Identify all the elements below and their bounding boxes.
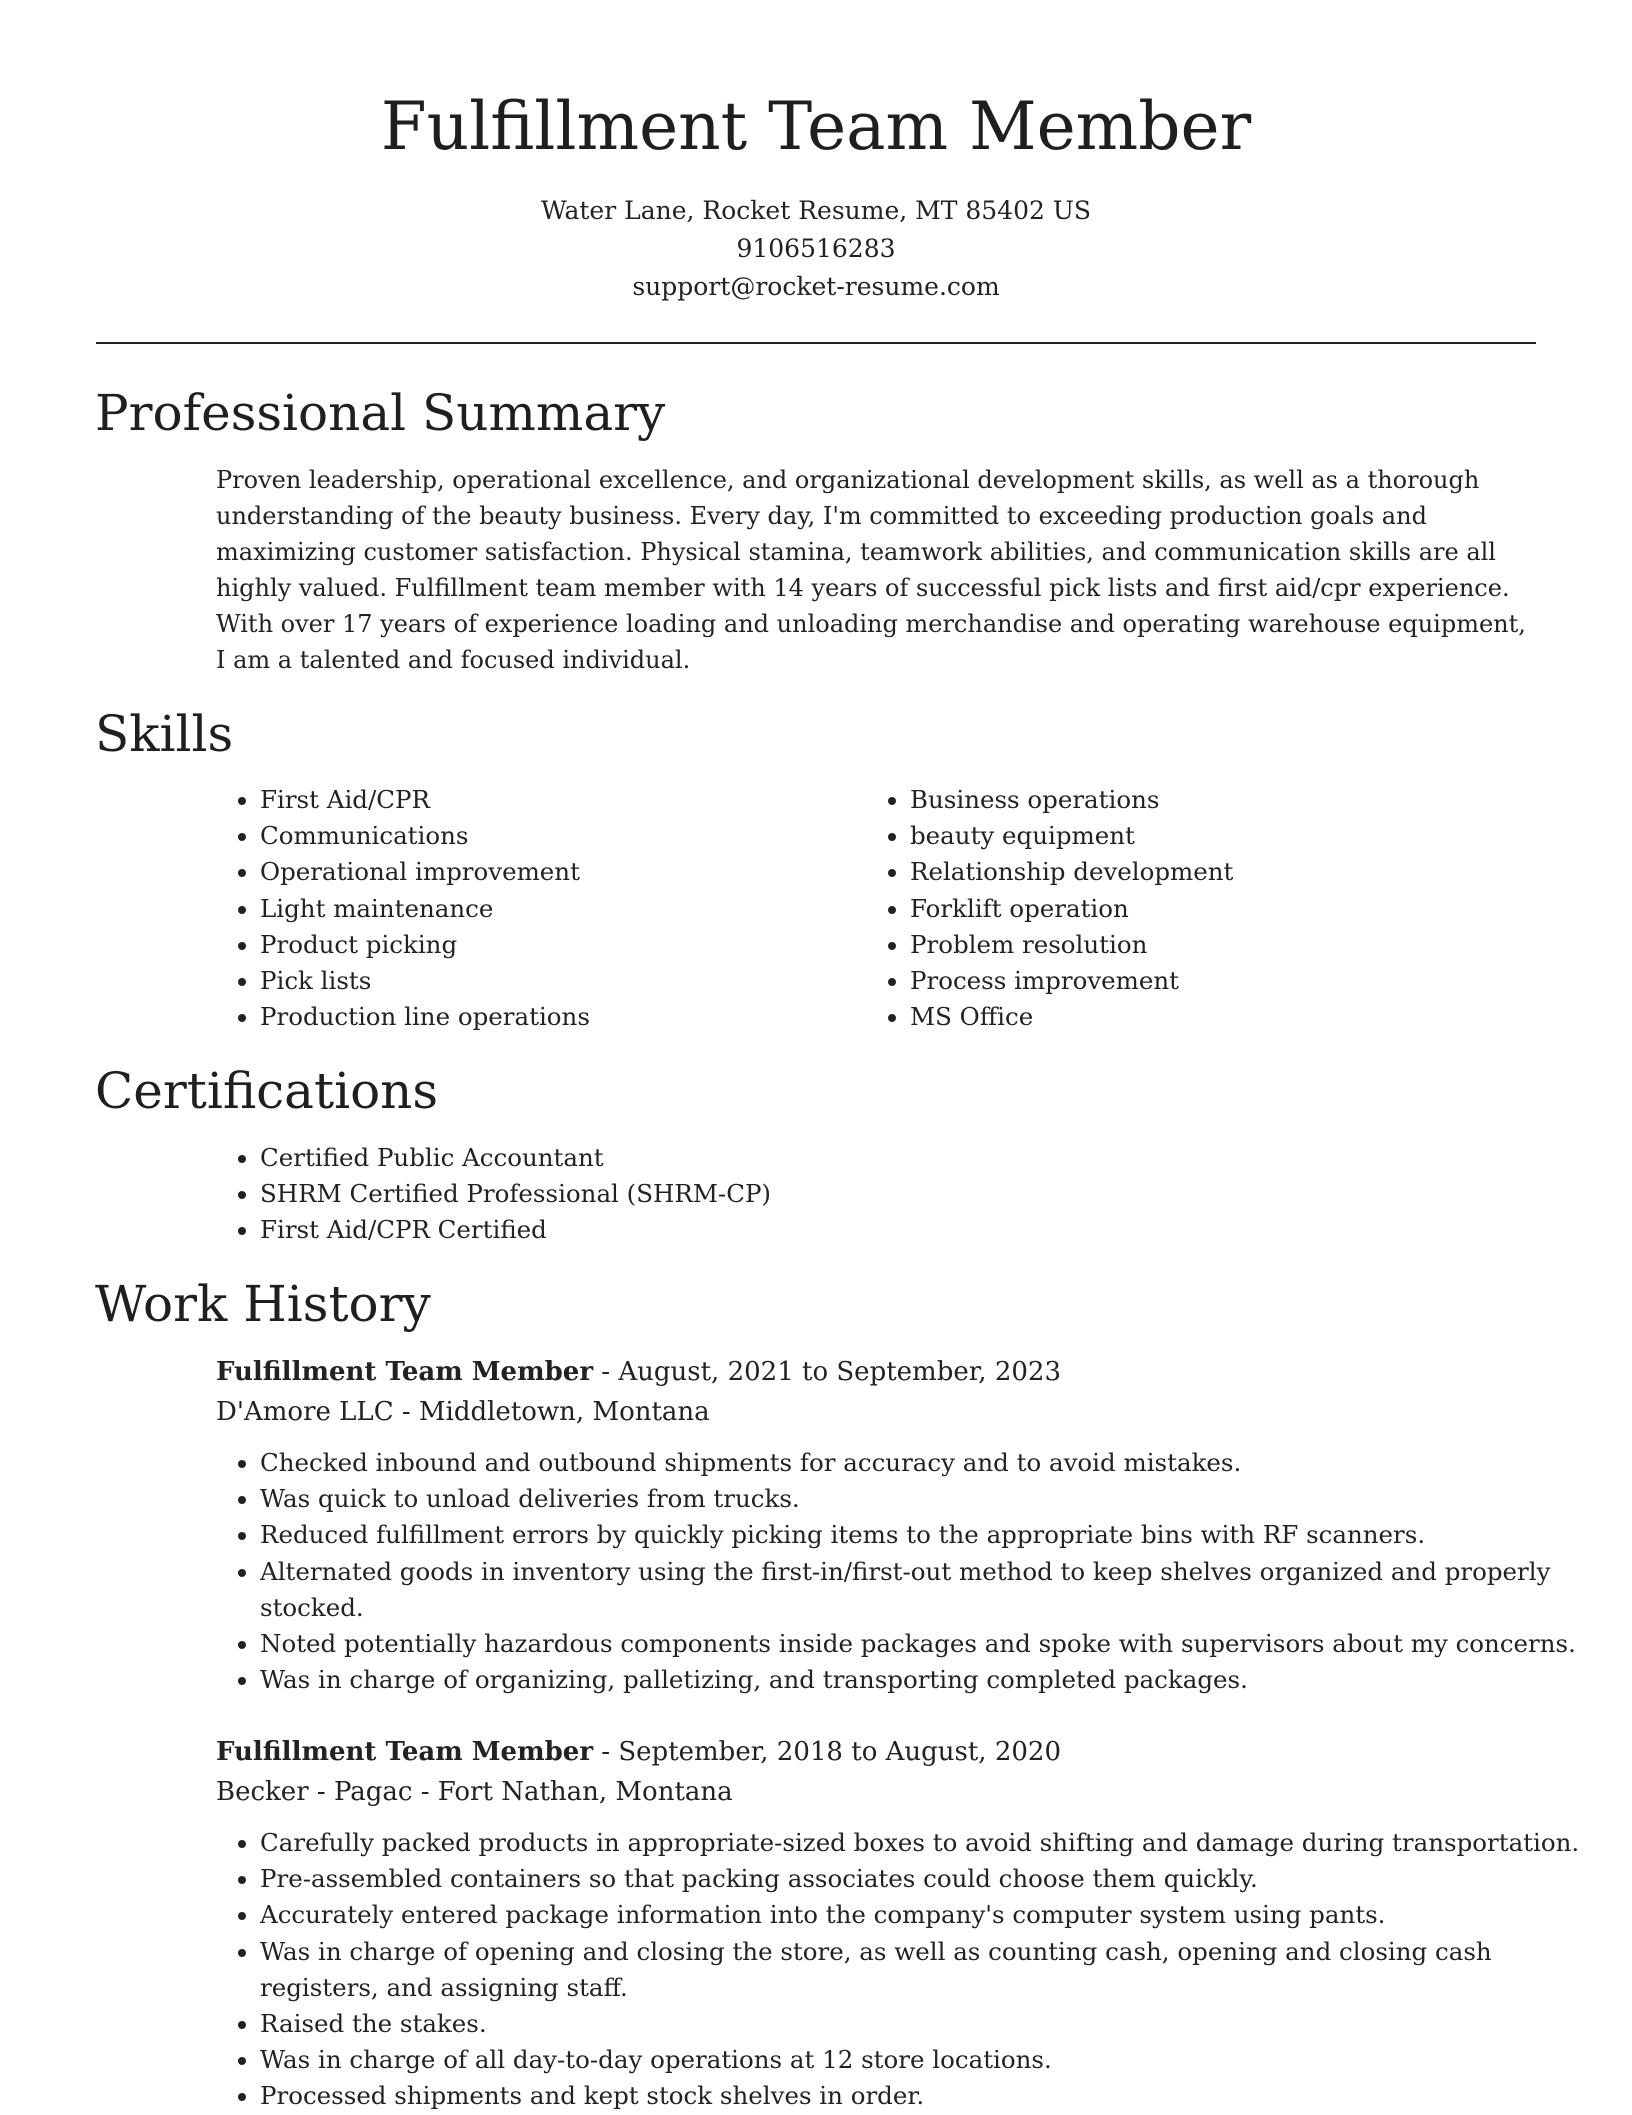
- section-heading-certifications: Certifications: [95, 1062, 439, 1120]
- section-heading-work-history: Work History: [95, 1275, 431, 1333]
- skill-item: • Light maintenance: [260, 891, 820, 927]
- skill-item: • Business operations: [910, 782, 1550, 818]
- skill-item: • Process improvement: [910, 963, 1550, 999]
- skills-list-right: [866, 782, 1550, 1035]
- job-bullet: • Was in charge of organizing, palletizing, and transporting completed packages.: [260, 1662, 1580, 1698]
- job-bullet: • Checked inbound and outbound shipments for accuracy and to avoid mistakes.: [260, 1445, 1580, 1481]
- contact-phone: 9106516283: [736, 234, 896, 263]
- job-bullet: • Noted potentially hazardous components inside packages and spoke with supervisors about my concerns.: [260, 1626, 1580, 1662]
- job-role: Fulfillment Team Member: [216, 1737, 594, 1767]
- skills-list-left: [216, 782, 820, 1035]
- contact-address: Water Lane, Rocket Resume, MT 85402 US: [540, 196, 1092, 225]
- skill-item: • Pick lists: [260, 963, 820, 999]
- certifications-list: [216, 1140, 1560, 1249]
- job-title-line: [216, 1732, 1061, 1772]
- skill-item: • First Aid/CPR: [260, 782, 820, 818]
- skill-item: • Relationship development: [910, 854, 1550, 890]
- summary-text: Proven leadership, operational excellence, and organizational development skills, as well as a thorough understanding of the beauty business. Every day, I'm committed to exceeding production goals and maximizing customer satisfaction. Physical stamina, teamwork abilities, and communication skills are all highly valued. Fulfillment team member with 14 years of successful pick lists and first aid/cpr experience. With over 17 years of experience loading and unloading merchandise and operating warehouse equipment, I am a talented and focused individual.: [216, 466, 1526, 674]
- job-bullets: [216, 1445, 1580, 1698]
- section-heading-skills: Skills: [95, 705, 234, 763]
- job-company: D'Amore LLC - Middletown, Montana: [216, 1397, 710, 1427]
- job-bullet: • Alternated goods in inventory using the first-in/first-out method to keep shelves organized and properly stocked.: [260, 1554, 1580, 1626]
- job-bullet: • Was quick to unload deliveries from trucks.: [260, 1481, 1580, 1517]
- job-bullet: • Carefully packed products in appropriate-sized boxes to avoid shifting and damage during transportation.: [260, 1825, 1580, 1861]
- contact-block: [0, 192, 1632, 306]
- skill-item: • Production line operations: [260, 999, 820, 1035]
- skill-item: • beauty equipment: [910, 818, 1550, 854]
- header-divider: [96, 342, 1536, 344]
- skill-item: • MS Office: [910, 999, 1550, 1035]
- job-dates: - August, 2021 to September, 2023: [593, 1357, 1062, 1387]
- job-bullet: • Processed shipments and kept stock shelves in order.: [260, 2078, 1580, 2114]
- section-heading-summary: Professional Summary: [95, 384, 666, 442]
- job-dates: - September, 2018 to August, 2020: [593, 1737, 1062, 1767]
- certification-item: • First Aid/CPR Certified: [260, 1212, 1560, 1248]
- job-bullet: • Accurately entered package information into the company's computer system using pants.: [260, 1897, 1580, 1933]
- job-bullet: • Reduced fulfillment errors by quickly picking items to the appropriate bins with RF scanners.: [260, 1517, 1580, 1553]
- job-title-line: [216, 1352, 1061, 1392]
- resume-title: Fulfillment Team Member: [380, 88, 1252, 165]
- contact-email: support@rocket-resume.com: [632, 272, 1000, 301]
- skill-item: • Forklift operation: [910, 891, 1550, 927]
- job-bullet: • Pre-assembled containers so that packing associates could choose them quickly.: [260, 1861, 1580, 1897]
- skill-item: • Problem resolution: [910, 927, 1550, 963]
- job-role: Fulfillment Team Member: [216, 1357, 594, 1387]
- certification-item: • SHRM Certified Professional (SHRM-CP): [260, 1176, 1560, 1212]
- job-bullets: [216, 1825, 1580, 2115]
- job-bullet: • Was in charge of all day-to-day operations at 12 store locations.: [260, 2042, 1580, 2078]
- skill-item: • Product picking: [260, 927, 820, 963]
- skill-item: • Communications: [260, 818, 820, 854]
- skill-item: • Operational improvement: [260, 854, 820, 890]
- certification-item: • Certified Public Accountant: [260, 1140, 1560, 1176]
- job-bullet: • Raised the stakes.: [260, 2006, 1580, 2042]
- job-bullet: • Was in charge of opening and closing the store, as well as counting cash, opening and closing cash registers, and assigning staff.: [260, 1934, 1580, 2006]
- job-company: Becker - Pagac - Fort Nathan, Montana: [216, 1777, 733, 1807]
